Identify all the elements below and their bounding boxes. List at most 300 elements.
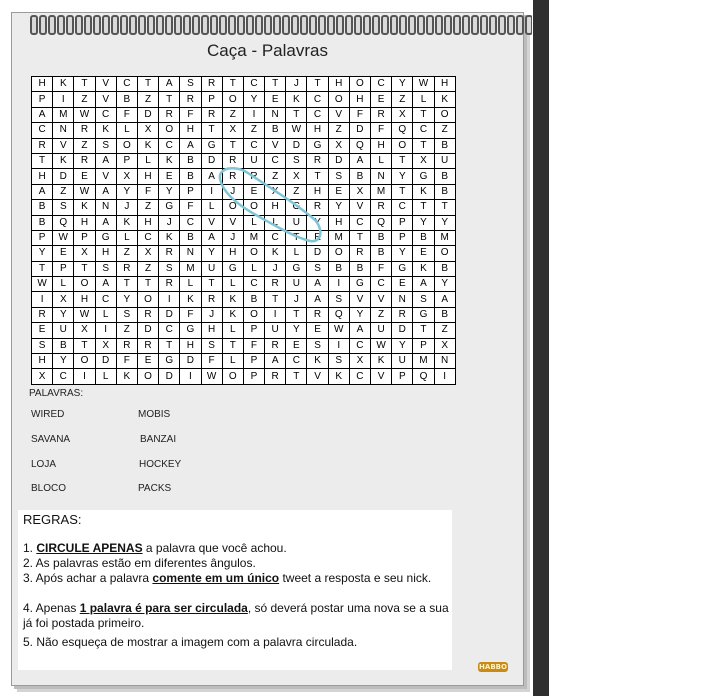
grid-cell[interactable]: O: [159, 123, 180, 138]
grid-cell[interactable]: A: [434, 292, 455, 307]
grid-cell[interactable]: C: [349, 369, 370, 384]
grid-cell[interactable]: K: [434, 92, 455, 107]
grid-cell[interactable]: A: [201, 169, 222, 184]
grid-cell[interactable]: X: [413, 153, 434, 168]
grid-cell[interactable]: T: [159, 338, 180, 353]
grid-cell[interactable]: N: [180, 246, 201, 261]
grid-cell[interactable]: K: [371, 354, 392, 369]
grid-cell[interactable]: Y: [392, 77, 413, 92]
grid-cell[interactable]: H: [180, 123, 201, 138]
grid-cell[interactable]: G: [159, 200, 180, 215]
grid-cell[interactable]: C: [116, 77, 137, 92]
grid-cell[interactable]: O: [434, 107, 455, 122]
grid-cell[interactable]: M: [328, 230, 349, 245]
grid-cell[interactable]: A: [265, 354, 286, 369]
grid-cell[interactable]: Z: [434, 323, 455, 338]
grid-cell[interactable]: E: [53, 246, 74, 261]
grid-cell[interactable]: I: [159, 292, 180, 307]
grid-cell[interactable]: Z: [392, 92, 413, 107]
grid-cell[interactable]: G: [159, 354, 180, 369]
grid-cell[interactable]: Y: [201, 246, 222, 261]
grid-cell[interactable]: K: [53, 77, 74, 92]
grid-cell[interactable]: K: [286, 92, 307, 107]
grid-cell[interactable]: K: [53, 153, 74, 168]
grid-cell[interactable]: S: [32, 338, 53, 353]
grid-cell[interactable]: Y: [53, 354, 74, 369]
grid-cell[interactable]: W: [74, 307, 95, 322]
grid-cell[interactable]: G: [413, 307, 434, 322]
grid-cell[interactable]: R: [201, 292, 222, 307]
grid-cell[interactable]: Y: [392, 338, 413, 353]
grid-cell[interactable]: I: [74, 369, 95, 384]
grid-cell[interactable]: N: [265, 107, 286, 122]
grid-cell[interactable]: C: [137, 230, 158, 245]
grid-cell[interactable]: K: [74, 200, 95, 215]
grid-cell[interactable]: D: [349, 123, 370, 138]
grid-cell[interactable]: H: [74, 215, 95, 230]
grid-cell[interactable]: H: [32, 169, 53, 184]
grid-cell[interactable]: R: [74, 153, 95, 168]
grid-cell[interactable]: O: [434, 246, 455, 261]
grid-cell[interactable]: M: [243, 230, 264, 245]
grid-cell[interactable]: C: [180, 215, 201, 230]
grid-cell[interactable]: V: [349, 292, 370, 307]
grid-cell[interactable]: C: [159, 323, 180, 338]
grid-cell[interactable]: H: [74, 292, 95, 307]
grid-cell[interactable]: H: [328, 77, 349, 92]
grid-cell[interactable]: M: [434, 230, 455, 245]
grid-cell[interactable]: J: [286, 292, 307, 307]
grid-cell[interactable]: L: [116, 230, 137, 245]
grid-cell[interactable]: V: [95, 77, 116, 92]
grid-cell[interactable]: Y: [53, 307, 74, 322]
grid-cell[interactable]: X: [434, 338, 455, 353]
grid-cell[interactable]: D: [328, 153, 349, 168]
grid-cell[interactable]: B: [180, 230, 201, 245]
grid-cell[interactable]: Z: [53, 184, 74, 199]
grid-cell[interactable]: S: [95, 138, 116, 153]
grid-cell[interactable]: C: [349, 338, 370, 353]
grid-cell[interactable]: K: [265, 246, 286, 261]
grid-cell[interactable]: I: [95, 323, 116, 338]
grid-cell[interactable]: D: [159, 369, 180, 384]
grid-cell[interactable]: E: [159, 169, 180, 184]
grid-cell[interactable]: F: [180, 107, 201, 122]
grid-cell[interactable]: W: [53, 230, 74, 245]
grid-cell[interactable]: L: [243, 261, 264, 276]
grid-cell[interactable]: R: [222, 169, 243, 184]
grid-cell[interactable]: C: [32, 123, 53, 138]
grid-cell[interactable]: B: [32, 200, 53, 215]
grid-cell[interactable]: W: [413, 77, 434, 92]
grid-cell[interactable]: K: [159, 153, 180, 168]
grid-cell[interactable]: D: [53, 169, 74, 184]
grid-cell[interactable]: S: [328, 169, 349, 184]
grid-cell[interactable]: D: [137, 107, 158, 122]
grid-cell[interactable]: P: [116, 153, 137, 168]
grid-cell[interactable]: W: [328, 323, 349, 338]
grid-cell[interactable]: E: [243, 184, 264, 199]
grid-cell[interactable]: B: [349, 169, 370, 184]
grid-cell[interactable]: F: [201, 354, 222, 369]
grid-cell[interactable]: G: [349, 277, 370, 292]
grid-cell[interactable]: Q: [349, 138, 370, 153]
grid-cell[interactable]: V: [328, 107, 349, 122]
grid-cell[interactable]: A: [95, 184, 116, 199]
grid-cell[interactable]: R: [349, 246, 370, 261]
grid-cell[interactable]: U: [243, 153, 264, 168]
grid-cell[interactable]: P: [243, 369, 264, 384]
grid-cell[interactable]: O: [137, 292, 158, 307]
grid-cell[interactable]: T: [201, 277, 222, 292]
grid-cell[interactable]: R: [201, 107, 222, 122]
grid-cell[interactable]: K: [222, 307, 243, 322]
grid-cell[interactable]: P: [243, 323, 264, 338]
grid-cell[interactable]: X: [349, 184, 370, 199]
grid-cell[interactable]: L: [413, 92, 434, 107]
grid-cell[interactable]: L: [286, 246, 307, 261]
grid-cell[interactable]: B: [32, 215, 53, 230]
grid-cell[interactable]: L: [53, 277, 74, 292]
grid-cell[interactable]: B: [434, 169, 455, 184]
grid-cell[interactable]: K: [95, 123, 116, 138]
grid-cell[interactable]: T: [74, 77, 95, 92]
grid-cell[interactable]: J: [159, 215, 180, 230]
grid-cell[interactable]: A: [95, 153, 116, 168]
grid-cell[interactable]: Y: [32, 246, 53, 261]
grid-cell[interactable]: Q: [53, 215, 74, 230]
grid-cell[interactable]: T: [413, 323, 434, 338]
grid-cell[interactable]: C: [392, 200, 413, 215]
grid-cell[interactable]: C: [243, 77, 264, 92]
grid-cell[interactable]: N: [53, 123, 74, 138]
grid-cell[interactable]: H: [307, 123, 328, 138]
grid-cell[interactable]: T: [434, 200, 455, 215]
grid-cell[interactable]: H: [328, 215, 349, 230]
grid-cell[interactable]: H: [32, 77, 53, 92]
grid-cell[interactable]: P: [201, 92, 222, 107]
grid-cell[interactable]: B: [180, 153, 201, 168]
grid-cell[interactable]: D: [307, 246, 328, 261]
grid-cell[interactable]: W: [74, 184, 95, 199]
grid-cell[interactable]: I: [32, 292, 53, 307]
grid-cell[interactable]: G: [95, 230, 116, 245]
grid-cell[interactable]: R: [159, 107, 180, 122]
grid-cell[interactable]: N: [434, 354, 455, 369]
grid-cell[interactable]: A: [95, 215, 116, 230]
grid-cell[interactable]: R: [265, 338, 286, 353]
grid-cell[interactable]: K: [116, 215, 137, 230]
grid-cell[interactable]: B: [371, 246, 392, 261]
grid-cell[interactable]: X: [116, 169, 137, 184]
grid-cell[interactable]: P: [392, 215, 413, 230]
grid-cell[interactable]: Y: [434, 277, 455, 292]
grid-cell[interactable]: P: [243, 354, 264, 369]
grid-cell[interactable]: C: [307, 92, 328, 107]
grid-cell[interactable]: B: [243, 292, 264, 307]
grid-cell[interactable]: C: [265, 230, 286, 245]
grid-cell[interactable]: Z: [137, 200, 158, 215]
grid-cell[interactable]: D: [95, 354, 116, 369]
grid-cell[interactable]: R: [371, 107, 392, 122]
grid-cell[interactable]: R: [307, 153, 328, 168]
grid-cell[interactable]: X: [95, 338, 116, 353]
grid-cell[interactable]: P: [413, 338, 434, 353]
grid-cell[interactable]: T: [137, 277, 158, 292]
grid-cell[interactable]: O: [328, 92, 349, 107]
grid-cell[interactable]: H: [222, 246, 243, 261]
grid-cell[interactable]: R: [201, 77, 222, 92]
grid-cell[interactable]: T: [74, 338, 95, 353]
grid-cell[interactable]: U: [371, 323, 392, 338]
grid-cell[interactable]: D: [201, 153, 222, 168]
grid-cell[interactable]: K: [307, 354, 328, 369]
grid-cell[interactable]: S: [413, 292, 434, 307]
grid-cell[interactable]: Z: [74, 92, 95, 107]
grid-cell[interactable]: B: [434, 261, 455, 276]
grid-cell[interactable]: H: [201, 323, 222, 338]
grid-cell[interactable]: T: [116, 277, 137, 292]
grid-cell[interactable]: G: [392, 261, 413, 276]
grid-cell[interactable]: C: [286, 354, 307, 369]
grid-cell[interactable]: T: [201, 123, 222, 138]
grid-cell[interactable]: K: [328, 369, 349, 384]
grid-cell[interactable]: C: [265, 153, 286, 168]
grid-cell[interactable]: W: [286, 123, 307, 138]
grid-cell[interactable]: D: [137, 323, 158, 338]
grid-cell[interactable]: L: [116, 123, 137, 138]
grid-cell[interactable]: O: [392, 138, 413, 153]
grid-cell[interactable]: A: [159, 77, 180, 92]
grid-cell[interactable]: I: [201, 184, 222, 199]
grid-cell[interactable]: W: [371, 338, 392, 353]
grid-cell[interactable]: R: [307, 307, 328, 322]
grid-cell[interactable]: R: [32, 307, 53, 322]
grid-cell[interactable]: T: [392, 184, 413, 199]
grid-cell[interactable]: R: [222, 153, 243, 168]
grid-cell[interactable]: Z: [371, 307, 392, 322]
grid-cell[interactable]: K: [116, 369, 137, 384]
grid-cell[interactable]: L: [137, 153, 158, 168]
grid-cell[interactable]: E: [286, 338, 307, 353]
grid-cell[interactable]: A: [349, 153, 370, 168]
grid-cell[interactable]: V: [371, 369, 392, 384]
grid-cell[interactable]: P: [32, 230, 53, 245]
grid-cell[interactable]: L: [243, 215, 264, 230]
grid-cell[interactable]: H: [349, 92, 370, 107]
grid-cell[interactable]: D: [286, 138, 307, 153]
grid-cell[interactable]: T: [307, 169, 328, 184]
grid-cell[interactable]: R: [159, 277, 180, 292]
grid-cell[interactable]: E: [307, 230, 328, 245]
grid-cell[interactable]: V: [201, 215, 222, 230]
grid-cell[interactable]: D: [392, 323, 413, 338]
grid-cell[interactable]: T: [392, 153, 413, 168]
grid-cell[interactable]: I: [180, 369, 201, 384]
grid-cell[interactable]: Z: [116, 323, 137, 338]
grid-cell[interactable]: S: [95, 261, 116, 276]
grid-cell[interactable]: B: [53, 338, 74, 353]
grid-cell[interactable]: Y: [243, 92, 264, 107]
grid-cell[interactable]: U: [434, 153, 455, 168]
grid-cell[interactable]: H: [434, 77, 455, 92]
grid-cell[interactable]: F: [137, 184, 158, 199]
grid-cell[interactable]: A: [307, 292, 328, 307]
grid-cell[interactable]: R: [74, 123, 95, 138]
grid-cell[interactable]: T: [265, 77, 286, 92]
grid-cell[interactable]: Y: [116, 184, 137, 199]
grid-cell[interactable]: T: [413, 138, 434, 153]
grid-cell[interactable]: E: [328, 184, 349, 199]
grid-cell[interactable]: Y: [392, 246, 413, 261]
grid-cell[interactable]: G: [201, 138, 222, 153]
grid-cell[interactable]: X: [328, 138, 349, 153]
grid-cell[interactable]: L: [222, 323, 243, 338]
grid-cell[interactable]: V: [307, 369, 328, 384]
grid-cell[interactable]: T: [32, 153, 53, 168]
grid-cell[interactable]: Z: [243, 123, 264, 138]
grid-cell[interactable]: J: [265, 261, 286, 276]
grid-cell[interactable]: O: [349, 77, 370, 92]
grid-cell[interactable]: Z: [222, 107, 243, 122]
grid-cell[interactable]: I: [328, 277, 349, 292]
grid-cell[interactable]: V: [349, 200, 370, 215]
grid-cell[interactable]: W: [201, 369, 222, 384]
grid-cell[interactable]: T: [286, 107, 307, 122]
grid-cell[interactable]: T: [74, 261, 95, 276]
grid-cell[interactable]: J: [222, 230, 243, 245]
grid-cell[interactable]: Y: [286, 323, 307, 338]
grid-cell[interactable]: F: [180, 307, 201, 322]
grid-cell[interactable]: K: [222, 292, 243, 307]
grid-cell[interactable]: P: [53, 261, 74, 276]
grid-cell[interactable]: Z: [328, 123, 349, 138]
grid-cell[interactable]: Q: [328, 307, 349, 322]
grid-cell[interactable]: R: [307, 200, 328, 215]
grid-cell[interactable]: A: [95, 277, 116, 292]
grid-cell[interactable]: X: [32, 369, 53, 384]
grid-cell[interactable]: O: [243, 246, 264, 261]
grid-cell[interactable]: R: [180, 92, 201, 107]
grid-cell[interactable]: K: [413, 261, 434, 276]
grid-cell[interactable]: T: [413, 107, 434, 122]
grid-cell[interactable]: L: [201, 200, 222, 215]
grid-cell[interactable]: O: [74, 277, 95, 292]
grid-cell[interactable]: R: [159, 246, 180, 261]
grid-cell[interactable]: M: [413, 354, 434, 369]
grid-cell[interactable]: V: [95, 169, 116, 184]
grid-cell[interactable]: U: [53, 323, 74, 338]
grid-cell[interactable]: Y: [116, 292, 137, 307]
grid-cell[interactable]: C: [413, 123, 434, 138]
grid-cell[interactable]: H: [137, 215, 158, 230]
grid-cell[interactable]: B: [371, 230, 392, 245]
grid-cell[interactable]: R: [265, 369, 286, 384]
grid-cell[interactable]: B: [434, 184, 455, 199]
grid-cell[interactable]: C: [53, 369, 74, 384]
grid-cell[interactable]: E: [265, 92, 286, 107]
grid-cell[interactable]: H: [32, 354, 53, 369]
grid-cell[interactable]: V: [371, 292, 392, 307]
grid-cell[interactable]: P: [392, 230, 413, 245]
grid-cell[interactable]: R: [265, 277, 286, 292]
grid-cell[interactable]: A: [32, 107, 53, 122]
grid-cell[interactable]: F: [180, 200, 201, 215]
grid-cell[interactable]: F: [116, 107, 137, 122]
grid-cell[interactable]: S: [201, 338, 222, 353]
grid-cell[interactable]: Y: [434, 215, 455, 230]
grid-cell[interactable]: C: [371, 77, 392, 92]
grid-cell[interactable]: Z: [137, 261, 158, 276]
grid-cell[interactable]: U: [201, 261, 222, 276]
grid-cell[interactable]: X: [53, 292, 74, 307]
grid-cell[interactable]: H: [137, 169, 158, 184]
grid-cell[interactable]: B: [116, 92, 137, 107]
grid-cell[interactable]: F: [116, 354, 137, 369]
grid-cell[interactable]: S: [116, 307, 137, 322]
grid-cell[interactable]: H: [371, 138, 392, 153]
grid-cell[interactable]: P: [180, 184, 201, 199]
grid-cell[interactable]: C: [243, 277, 264, 292]
grid-cell[interactable]: X: [265, 184, 286, 199]
grid-cell[interactable]: X: [74, 323, 95, 338]
grid-cell[interactable]: O: [74, 354, 95, 369]
grid-cell[interactable]: L: [371, 153, 392, 168]
grid-cell[interactable]: B: [328, 261, 349, 276]
grid-cell[interactable]: E: [32, 323, 53, 338]
grid-cell[interactable]: T: [159, 92, 180, 107]
grid-cell[interactable]: T: [222, 338, 243, 353]
grid-cell[interactable]: E: [371, 92, 392, 107]
grid-cell[interactable]: G: [413, 169, 434, 184]
grid-cell[interactable]: U: [265, 323, 286, 338]
grid-cell[interactable]: T: [265, 292, 286, 307]
grid-cell[interactable]: F: [243, 338, 264, 353]
grid-cell[interactable]: M: [371, 184, 392, 199]
grid-cell[interactable]: Q: [371, 215, 392, 230]
grid-cell[interactable]: O: [243, 200, 264, 215]
grid-cell[interactable]: V: [222, 215, 243, 230]
grid-cell[interactable]: Z: [74, 138, 95, 153]
grid-cell[interactable]: A: [413, 277, 434, 292]
grid-cell[interactable]: G: [180, 323, 201, 338]
grid-cell[interactable]: T: [222, 138, 243, 153]
grid-cell[interactable]: T: [286, 307, 307, 322]
grid-cell[interactable]: G: [222, 261, 243, 276]
grid-cell[interactable]: I: [265, 307, 286, 322]
grid-cell[interactable]: A: [32, 184, 53, 199]
grid-cell[interactable]: Z: [265, 169, 286, 184]
grid-cell[interactable]: S: [307, 261, 328, 276]
grid-cell[interactable]: T: [307, 77, 328, 92]
grid-cell[interactable]: R: [243, 169, 264, 184]
grid-cell[interactable]: A: [349, 323, 370, 338]
grid-cell[interactable]: U: [286, 277, 307, 292]
grid-cell[interactable]: N: [392, 292, 413, 307]
grid-cell[interactable]: Y: [349, 307, 370, 322]
grid-cell[interactable]: E: [413, 246, 434, 261]
grid-cell[interactable]: R: [116, 338, 137, 353]
grid-cell[interactable]: B: [180, 169, 201, 184]
grid-cell[interactable]: C: [95, 107, 116, 122]
grid-cell[interactable]: T: [413, 200, 434, 215]
grid-cell[interactable]: T: [32, 261, 53, 276]
grid-cell[interactable]: T: [286, 369, 307, 384]
grid-cell[interactable]: X: [222, 123, 243, 138]
grid-cell[interactable]: B: [413, 230, 434, 245]
grid-cell[interactable]: R: [32, 138, 53, 153]
grid-cell[interactable]: L: [222, 354, 243, 369]
